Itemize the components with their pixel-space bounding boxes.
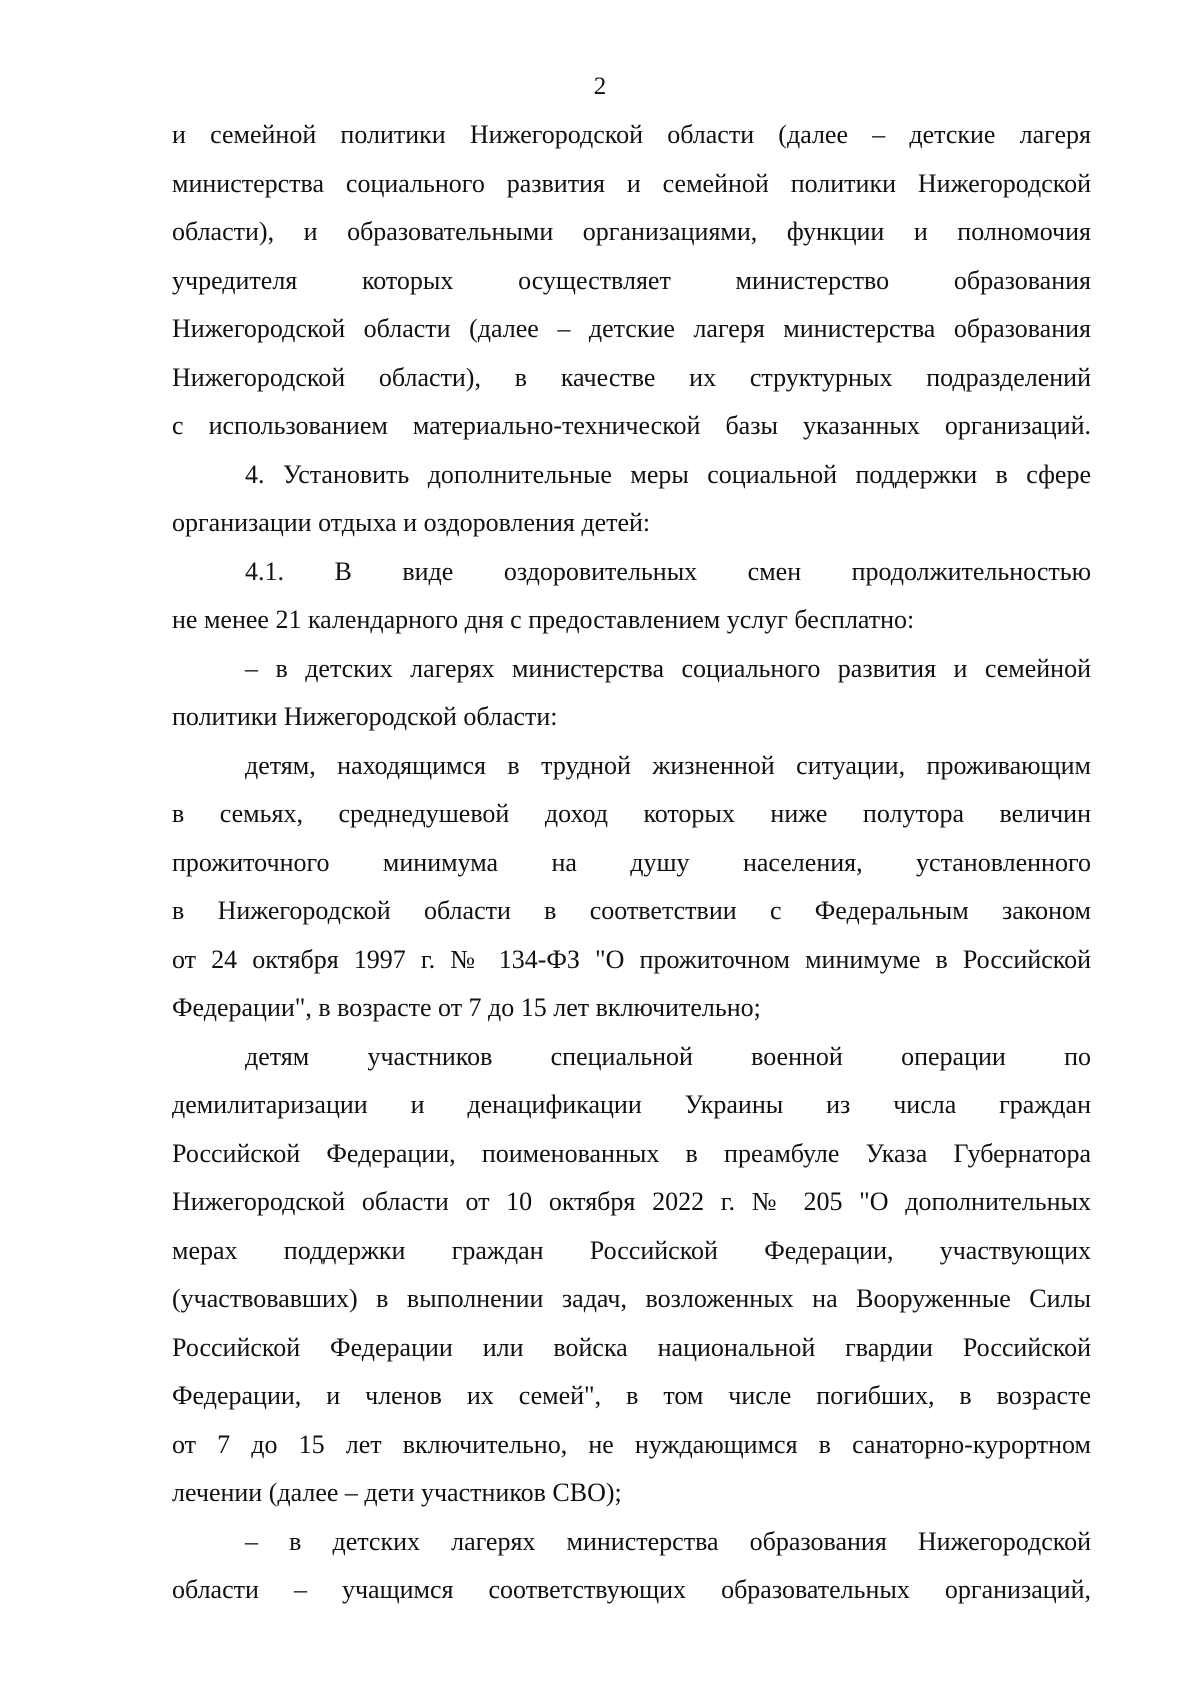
text-line: области – учащимся соответствующих образовательных организаций, bbox=[172, 1575, 1091, 1604]
document-body bbox=[172, 111, 1091, 1615]
text-line: учредителя которых осуществляет министерство образования bbox=[172, 265, 1091, 295]
text-line: Российской Федерации, поименованных в преамбуле Указа Губернатора bbox=[172, 1138, 1091, 1168]
text-line: Нижегородской области (далее – детские лагеря министерства образования bbox=[172, 314, 1091, 343]
text-line: детям участников специальной военной операции по bbox=[245, 1041, 1091, 1071]
paragraph-continuation bbox=[172, 111, 1091, 451]
text-line: Федерации, и членов их семей", в том числе погибших, в возрасте bbox=[172, 1381, 1091, 1410]
text-line: (участвовавших) в выполнении задач, возложенных на Вооруженные Силы bbox=[172, 1284, 1091, 1313]
paragraph-education-camps bbox=[172, 1518, 1091, 1615]
text-line: Нижегородской области), в качестве их структурных подразделений bbox=[172, 362, 1091, 392]
text-line: организации отдыха и оздоровления детей: bbox=[172, 508, 651, 537]
text-line: не менее 21 календарного дня с предоставлением услуг бесплатно: bbox=[172, 605, 915, 634]
text-line: Российской Федерации или войска национальной гвардии Российской bbox=[172, 1332, 1091, 1362]
text-line: – в детских лагерях министерства образования Нижегородской bbox=[245, 1526, 1091, 1556]
text-line: детям, находящимся в трудной жизненной ситуации, проживающим bbox=[245, 750, 1091, 780]
text-line: с использованием материально-технической базы указанных организаций. bbox=[172, 411, 1091, 440]
text-line: прожиточного минимума на душу населения, установленного bbox=[172, 847, 1091, 877]
text-line: и семейной политики Нижегородской области (далее – детские лагеря bbox=[172, 120, 1091, 149]
paragraph-social-camps bbox=[172, 645, 1091, 742]
paragraph-item-4 bbox=[172, 451, 1091, 548]
text-line: в семьях, среднедушевой доход которых ниже полутора величин bbox=[172, 799, 1091, 828]
text-line: 4.1. В виде оздоровительных смен продолжительностью bbox=[245, 556, 1091, 586]
text-line: области), и образовательными организациями, функции и полномочия bbox=[172, 217, 1091, 246]
text-line: Нижегородской области от 10 октября 2022 г. № 205 "О дополнительных bbox=[172, 1187, 1091, 1216]
text-line: – в детских лагерях министерства социального развития и семейной bbox=[245, 653, 1091, 683]
paragraph-children-svo bbox=[172, 1033, 1091, 1518]
text-line: мерах поддержки граждан Российской Федерации, участвующих bbox=[172, 1235, 1091, 1265]
paragraph-children-difficult-situation bbox=[172, 742, 1091, 1033]
text-line: министерства социального развития и семейной политики Нижегородской bbox=[172, 168, 1091, 198]
text-line: от 7 до 15 лет включительно, не нуждающимся в санаторно-курортном bbox=[172, 1429, 1091, 1459]
text-line: 4. Установить дополнительные меры социальной поддержки в сфере bbox=[245, 459, 1091, 489]
page-number: 2 bbox=[593, 73, 607, 100]
paragraph-item-4-1 bbox=[172, 548, 1091, 645]
text-line: Федерации", в возрасте от 7 до 15 лет включительно; bbox=[172, 993, 761, 1022]
text-line: в Нижегородской области в соответствии с Федеральным законом bbox=[172, 896, 1091, 925]
text-line: лечении (далее – дети участников СВО); bbox=[172, 1478, 622, 1507]
text-line: от 24 октября 1997 г. № 134-ФЗ "О прожиточном минимуме в Российской bbox=[172, 944, 1091, 974]
text-line: политики Нижегородской области: bbox=[172, 702, 558, 731]
text-line: демилитаризации и денацификации Украины из числа граждан bbox=[172, 1090, 1091, 1119]
